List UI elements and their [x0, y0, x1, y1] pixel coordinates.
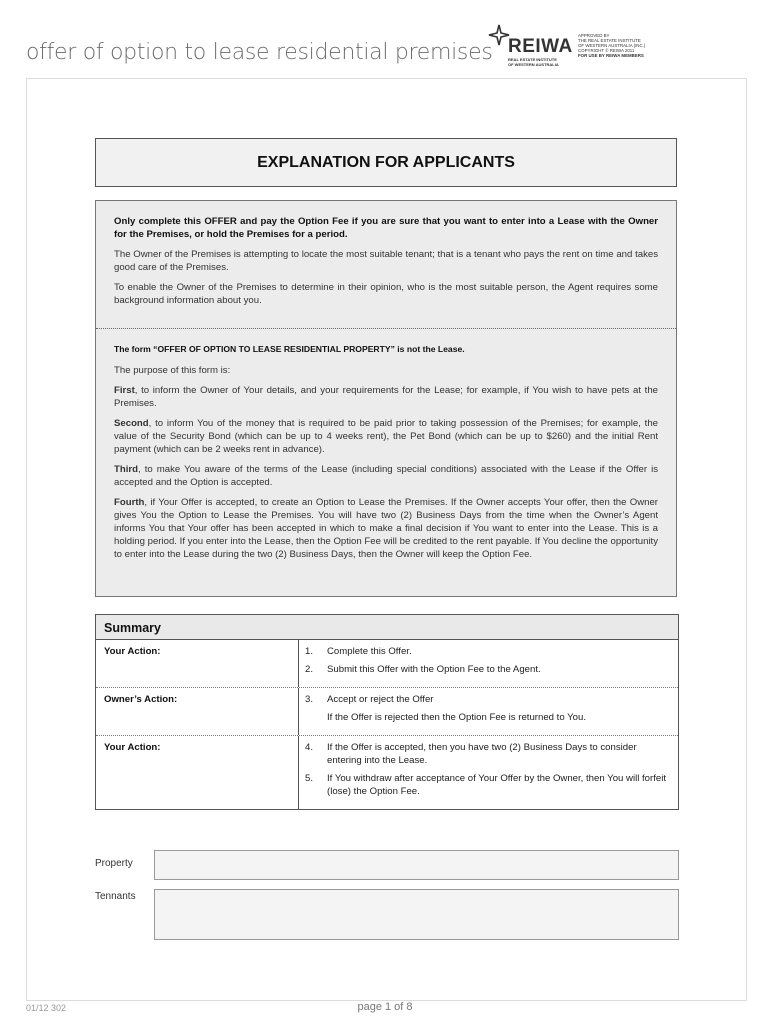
purpose-intro: The purpose of this form is:: [114, 365, 231, 376]
page-number: page 1 of 8: [357, 1001, 413, 1013]
intro-bold-text: Only complete this OFFER and pay the Option Fee if you are sure that you want to enter into a Lease with the Owner for the Premises, or hold the Premises for a period.: [114, 216, 658, 240]
summary-row: [96, 736, 678, 809]
summary-row-content: [299, 640, 678, 687]
explanation-heading: EXPLANATION FOR APPLICANTS: [95, 138, 677, 187]
summary-item: 2. Submit this Offer with the Option Fee to the Agent.: [305, 664, 541, 675]
property-field[interactable]: [154, 850, 679, 880]
explanation-box: [95, 200, 677, 597]
purpose-fourth: Fourth, if Your Offer is accepted, to create an Option to Lease the Premises. If the Owner accepts Your offer, then the Owner gives You the Option to Lease the Premises. You will have two (2) Business Days from the time when the Owner’s Agent informs You that Your offer has been accepted in which to make a final decision if You want to enter into the Lease. This is a holding period. If you enter into the Lease, then the Option Fee will be credited to the rent payable. If You decline the opportunity to enter into the Lease during the two (2) Business Days, then the Owner will keep the Option Fee.: [114, 497, 658, 560]
intro-paragraph: The Owner of the Premises is attempting to locate the most suitable tenant; that is a tenant who pays the rent on time and takes good care of the Premises.: [114, 249, 658, 273]
summary-note: If the Offer is rejected then the Option Fee is returned to You.: [327, 712, 587, 723]
summary-item: 1. Complete this Offer.: [305, 646, 412, 657]
summary-row-label: Owner’s Action:: [96, 688, 299, 735]
property-label: Property: [95, 858, 133, 869]
summary-item: 5. If You withdraw after acceptance of Your Offer by the Owner, then You will forfeit (lose) the Option Fee.: [305, 773, 667, 797]
purpose-second: Second, to inform You of the money that is required to be paid prior to taking possession of the Premises; for example, the value of the Security Bond (which can be up to 4 weeks rent), the Pet Bond (which can be up to $260) and the initial Rent payment (which can be 2 weeks rent in advance).: [114, 418, 658, 455]
explanation-purpose: [96, 329, 676, 561]
summary-item: 3. Accept or reject the Offer: [305, 694, 434, 705]
summary-table: [95, 614, 679, 810]
document-title: offer of option to lease residential premises: [26, 40, 493, 65]
reiwa-institute-text: REAL ESTATE INSTITUTE OF WESTERN AUSTRALIA: [508, 57, 559, 67]
tenants-field[interactable]: [154, 889, 679, 940]
reiwa-diamond-icon: [488, 24, 510, 46]
summary-row: [96, 688, 678, 736]
not-lease-note: The form “OFFER OF OPTION TO LEASE RESIDENTIAL PROPERTY” is not the Lease.: [114, 344, 465, 354]
summary-row-content: [299, 736, 678, 809]
reiwa-logo: [488, 24, 646, 70]
summary-row-content: [299, 688, 678, 735]
reiwa-wordmark: REIWA: [508, 36, 573, 57]
purpose-first: First, to inform the Owner of Your details, and your requirements for the Lease; for example, if You wish to have pets at the Premises.: [114, 385, 658, 409]
summary-row-label: Your Action:: [96, 736, 299, 809]
summary-title: Summary: [96, 615, 678, 640]
summary-item: 4. If the Offer is accepted, then you have two (2) Business Days to consider entering into the Lease.: [305, 742, 637, 766]
form-code: 01/12 302: [26, 1003, 67, 1013]
approval-text: APPROVED BY THE REAL ESTATE INSTITUTE OF WESTERN AUSTRALIA (INC.) COPYRIGHT © REIWA 2011 FOR USE BY REIWA MEMBERS: [578, 33, 646, 58]
intro-paragraph: To enable the Owner of the Premises to determine in their opinion, who is the most suitable person, the Agent requires some background information about you.: [114, 282, 658, 306]
purpose-third: Third, to make You aware of the terms of the Lease (including special conditions) associated with the Lease if the Offer is accepted and the Option is accepted.: [114, 464, 658, 488]
explanation-intro: [96, 201, 676, 328]
tenants-label: Tennants: [95, 891, 136, 902]
summary-row: [96, 640, 678, 688]
summary-row-label: Your Action:: [96, 640, 299, 687]
